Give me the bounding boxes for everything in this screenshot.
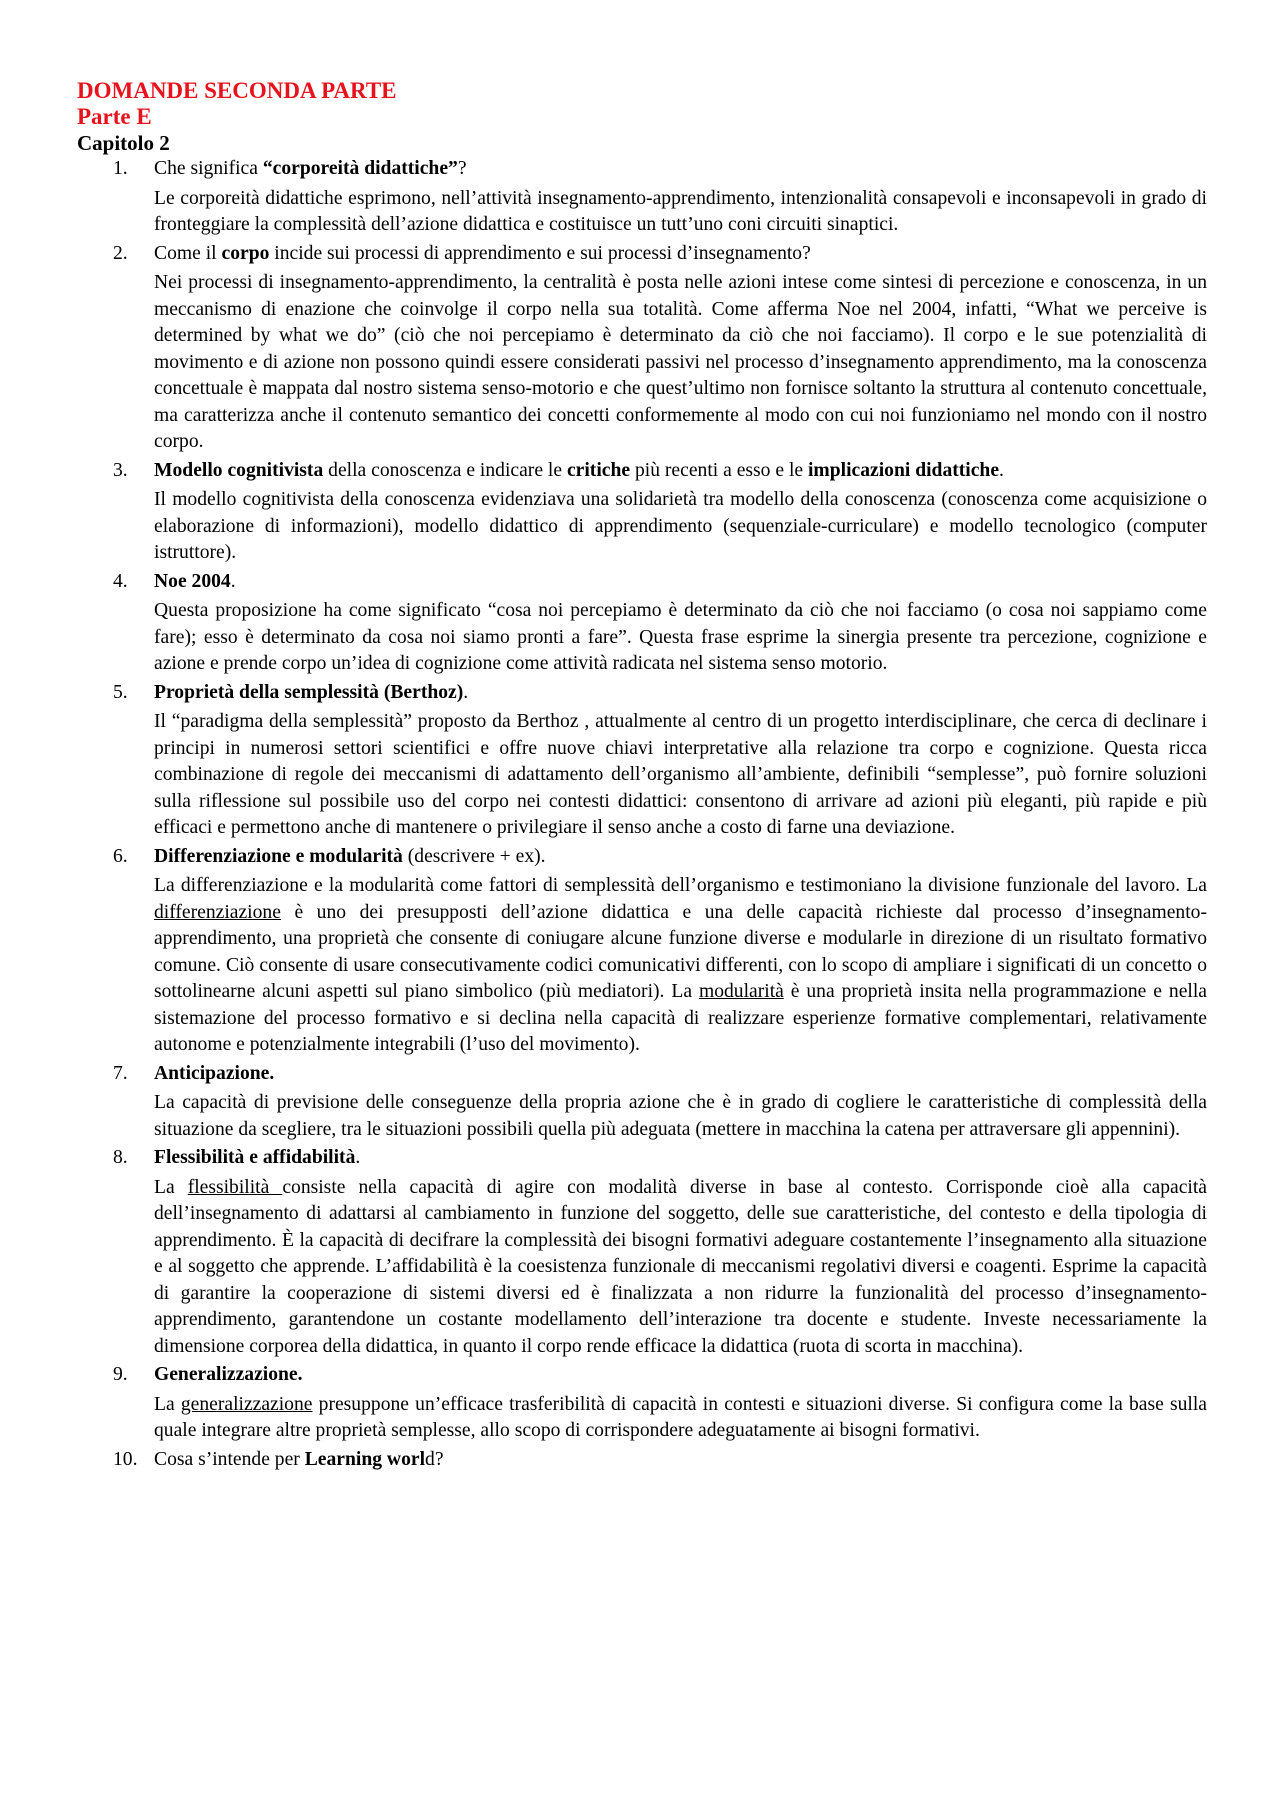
chapter-heading: Capitolo 2 [77,131,170,155]
question-item [77,680,1207,842]
question-number: 1. [113,158,128,179]
question-text [154,458,1207,485]
bold-text: Learning worl [304,1448,426,1470]
text-run: è una proprietà insita nella programmazione e nella sistemazione del processo formativo e si declina nella capacità di realizzare esperienze formative complementari, relativamente autonome e potenzialmente integrabili (l’uso del movimento). [154,981,1207,1055]
question-number: 3. [113,459,128,481]
answer-text [154,1175,1207,1361]
text-run: . [999,459,1004,481]
answer-text [154,487,1207,567]
text-run: Nei processi di insegnamento-apprendimento, la centralità è posta nelle azioni intese come sintesi di percezione e conoscenza, in un meccanismo di enazione che coinvolge il corpo nella sua totalità. Come afferma Noe nel 2004, infatti, “What we perceive is determined by what we do” (ciò che noi percepiamo è determinato da ciò che noi facciamo). Il corpo e le sue potenzialità di movimento e di azione non possono quindi essere considerati passivi nel processo d’insegnamento apprendimento, ma la conoscenza concettuale è mappata dal nostro sistema senso-motorio e che quest’ultimo non fornisce soltanto la struttura al contenuto concettuale, ma caratterizza anche il contenuto semantico dei concetti conformemente al modo con cui noi funzioniamo nel mondo con il nostro corpo. [154,272,1207,452]
bold-text: Anticipazione. [154,1062,275,1084]
question-item [77,569,1207,678]
bold-text: Flessibilità e affidabilità [154,1147,356,1168]
answer-text [154,709,1207,842]
text-run: . [355,1147,361,1168]
question-number: 4. [113,570,128,592]
text-run: più recenti a esso e le [630,459,808,481]
text-run: presuppone un’efficace trasferibilità di capacità in contesti e situazioni diverse. Si configura come la base sulla quale integrare altre proprietà semplesse, allo scopo di corrispondere adeguatamente ai bisogni formativi. [154,1393,1207,1441]
text-run: . [230,570,236,592]
text-run: consiste nella capacità di agire con modalità diverse in base al contesto. Corrisponde cioè alla capacità dell’insegnamento di adattarsi al cambiamento in funzione del soggetto, delle sue caratteristiche, del contesto e della tipologia di apprendimento. È la capacità di decifrare la complessità dei bisogni formativi adeguare costantemente l’insegnamento alla situazione e al soggetto che apprende. L’affidabilità è la coesistenza funzionale di meccanismi regolativi diversi e coagenti. Esprime la capacità di garantire la cooperazione di sistemi diversi ed è finalizzata a non ridurre la funzionalità del processo d’insegnamento-apprendimento, garantendone un costante modellamento dell’interazione tra docente e studente. Investe necessariamente la dimensione corporea della didattica, in quanto il corpo rende efficace la didattica (ruota di scorta in macchina). [154,1176,1207,1357]
question-item [77,458,1207,567]
question-text [154,1362,1207,1389]
text-run: Questa proposizione ha come significato “cosa noi percepiamo è determinato da ciò che noi facciamo (o cosa noi sappiamo come fare); esso è determinato da cosa noi siamo pronti a fare”. Questa frase esprime la sinergia presente tra percezione, cognizione e azione e prende corpo un’idea di cognizione come attività radicata nel sistema senso motorio. [154,600,1207,674]
underlined-term: generalizzazione [180,1393,313,1415]
answer-text [154,186,1207,239]
answer-text [154,1090,1207,1143]
question-text [154,1145,1207,1172]
text-run: Il “paradigma della semplessità” proposto da Berthoz , attualmente al centro di un progetto interdisciplinare, che cerca di declinare i principi in numerosi settori scientifici e offre nuove chiavi interpretative alla relazione tra corpo e cognizione. Questa ricca combinazione di regole dei meccanismi di adattamento dell’organismo all’ambiente, definibili “semplesse”, può fornire soluzioni sulla riflessione sul possibile uso del corpo nei contesti didattici: consentono di arrivare ad azioni più eleganti, più rapide e più efficaci e permettono anche di mantenere o privilegiare il senso anche a costo di farne una deviazione. [154,711,1207,838]
question-text [154,1061,1207,1088]
document-title: DOMANDE SECONDA PARTE [77,78,397,103]
text-run: ? [457,158,467,179]
question-text [154,844,1207,871]
question-text [154,1447,1207,1474]
question-text [154,241,1207,268]
text-run: (descrivere + ex). [402,845,546,867]
bold-text: Generalizzazione. [154,1364,303,1385]
text-run: della conoscenza e indicare le [323,459,567,481]
question-text [154,569,1207,596]
question-item [77,1061,1207,1144]
text-run: La capacità di previsione delle conseguenze della propria azione che è in grado di cogliere le caratteristiche di complessità della situazione da scegliere, tra le situazioni possibili quella più adeguata (mettere in macchina la catena per attraversare gli appennini). [154,1092,1207,1140]
text-run: Che significa [154,158,263,179]
underlined-term: modularità [698,981,784,1002]
underlined-term: differenziazione [154,901,281,923]
text-run: Come il [154,242,222,264]
bold-text: Noe 2004 [154,570,231,592]
question-item [77,1447,1207,1474]
question-item [77,844,1207,1059]
text-run: . [463,681,469,703]
question-list [77,156,1207,1473]
bold-text: “corporeità didattiche” [262,158,458,179]
question-text [154,680,1207,707]
question-number: 5. [113,681,128,703]
bold-text: corpo [221,242,270,264]
answer-text [154,598,1207,678]
bold-text: Differenziazione e modularità [154,845,403,867]
question-number: 10. [113,1448,138,1470]
bold-text: Modello cognitivista [154,459,324,481]
answer-text [154,1392,1207,1445]
text-run: Cosa s’intende per [154,1448,305,1470]
underlined-term: flessibilità [187,1176,283,1198]
question-number: 9. [113,1364,128,1385]
question-number: 8. [113,1147,128,1168]
text-run: è uno dei presupposti dell’azione didattica e una delle capacità richieste dal processo d’insegnamento-apprendimento, una proprietà che consente di coniugare alcune funzione diverse e modularle in direzione di un risultato formativo comune. Ciò consente di usare consecutivamente codici comunicativi differenti, con lo scopo di ampliare i significati di un concetto o sottolinearne alcuni aspetti sul piano simbolico (più mediatori). La [154,901,1207,1002]
document-page [77,78,1207,1473]
text-run: d? [425,1448,444,1470]
question-text [154,156,1207,183]
question-number: 6. [113,845,128,867]
question-item [77,156,1207,239]
question-item [77,1362,1207,1445]
text-run: La differenziazione e la modularità come fattori di semplessità dell’organismo e testimoniano la divisione funzionale del lavoro. La [154,875,1207,896]
text-run: La [154,1393,181,1415]
text-run: Il modello cognitivista della conoscenza evidenziava una solidarietà tra modello della conoscenza (conoscenza come acquisizione o elaborazione di informazioni), modello didattico di apprendimento (sequenziale-curriculare) e modello tecnologico (computer istruttore). [154,489,1207,563]
question-item [77,1145,1207,1360]
question-item [77,241,1207,456]
text-run: Le corporeità didattiche esprimono, nell’attività insegnamento-apprendimento, intenzionalità consapevoli e inconsapevoli in grado di fronteggiare la complessità dell’azione didattica e costituisce un tutt’uno coni circuiti sinaptici. [154,187,1207,235]
bold-text: critiche [566,459,631,481]
answer-text [154,270,1207,456]
answer-text [154,873,1207,1059]
question-number: 7. [113,1062,128,1084]
question-number: 2. [113,242,128,264]
bold-text: Proprietà della semplessità (Berthoz) [154,681,464,703]
bold-text: implicazioni didattiche [807,459,1000,481]
text-run: incide sui processi di apprendimento e sui processi d’insegnamento? [269,242,811,264]
text-run: La [154,1176,188,1198]
part-heading: Parte E [77,104,152,129]
